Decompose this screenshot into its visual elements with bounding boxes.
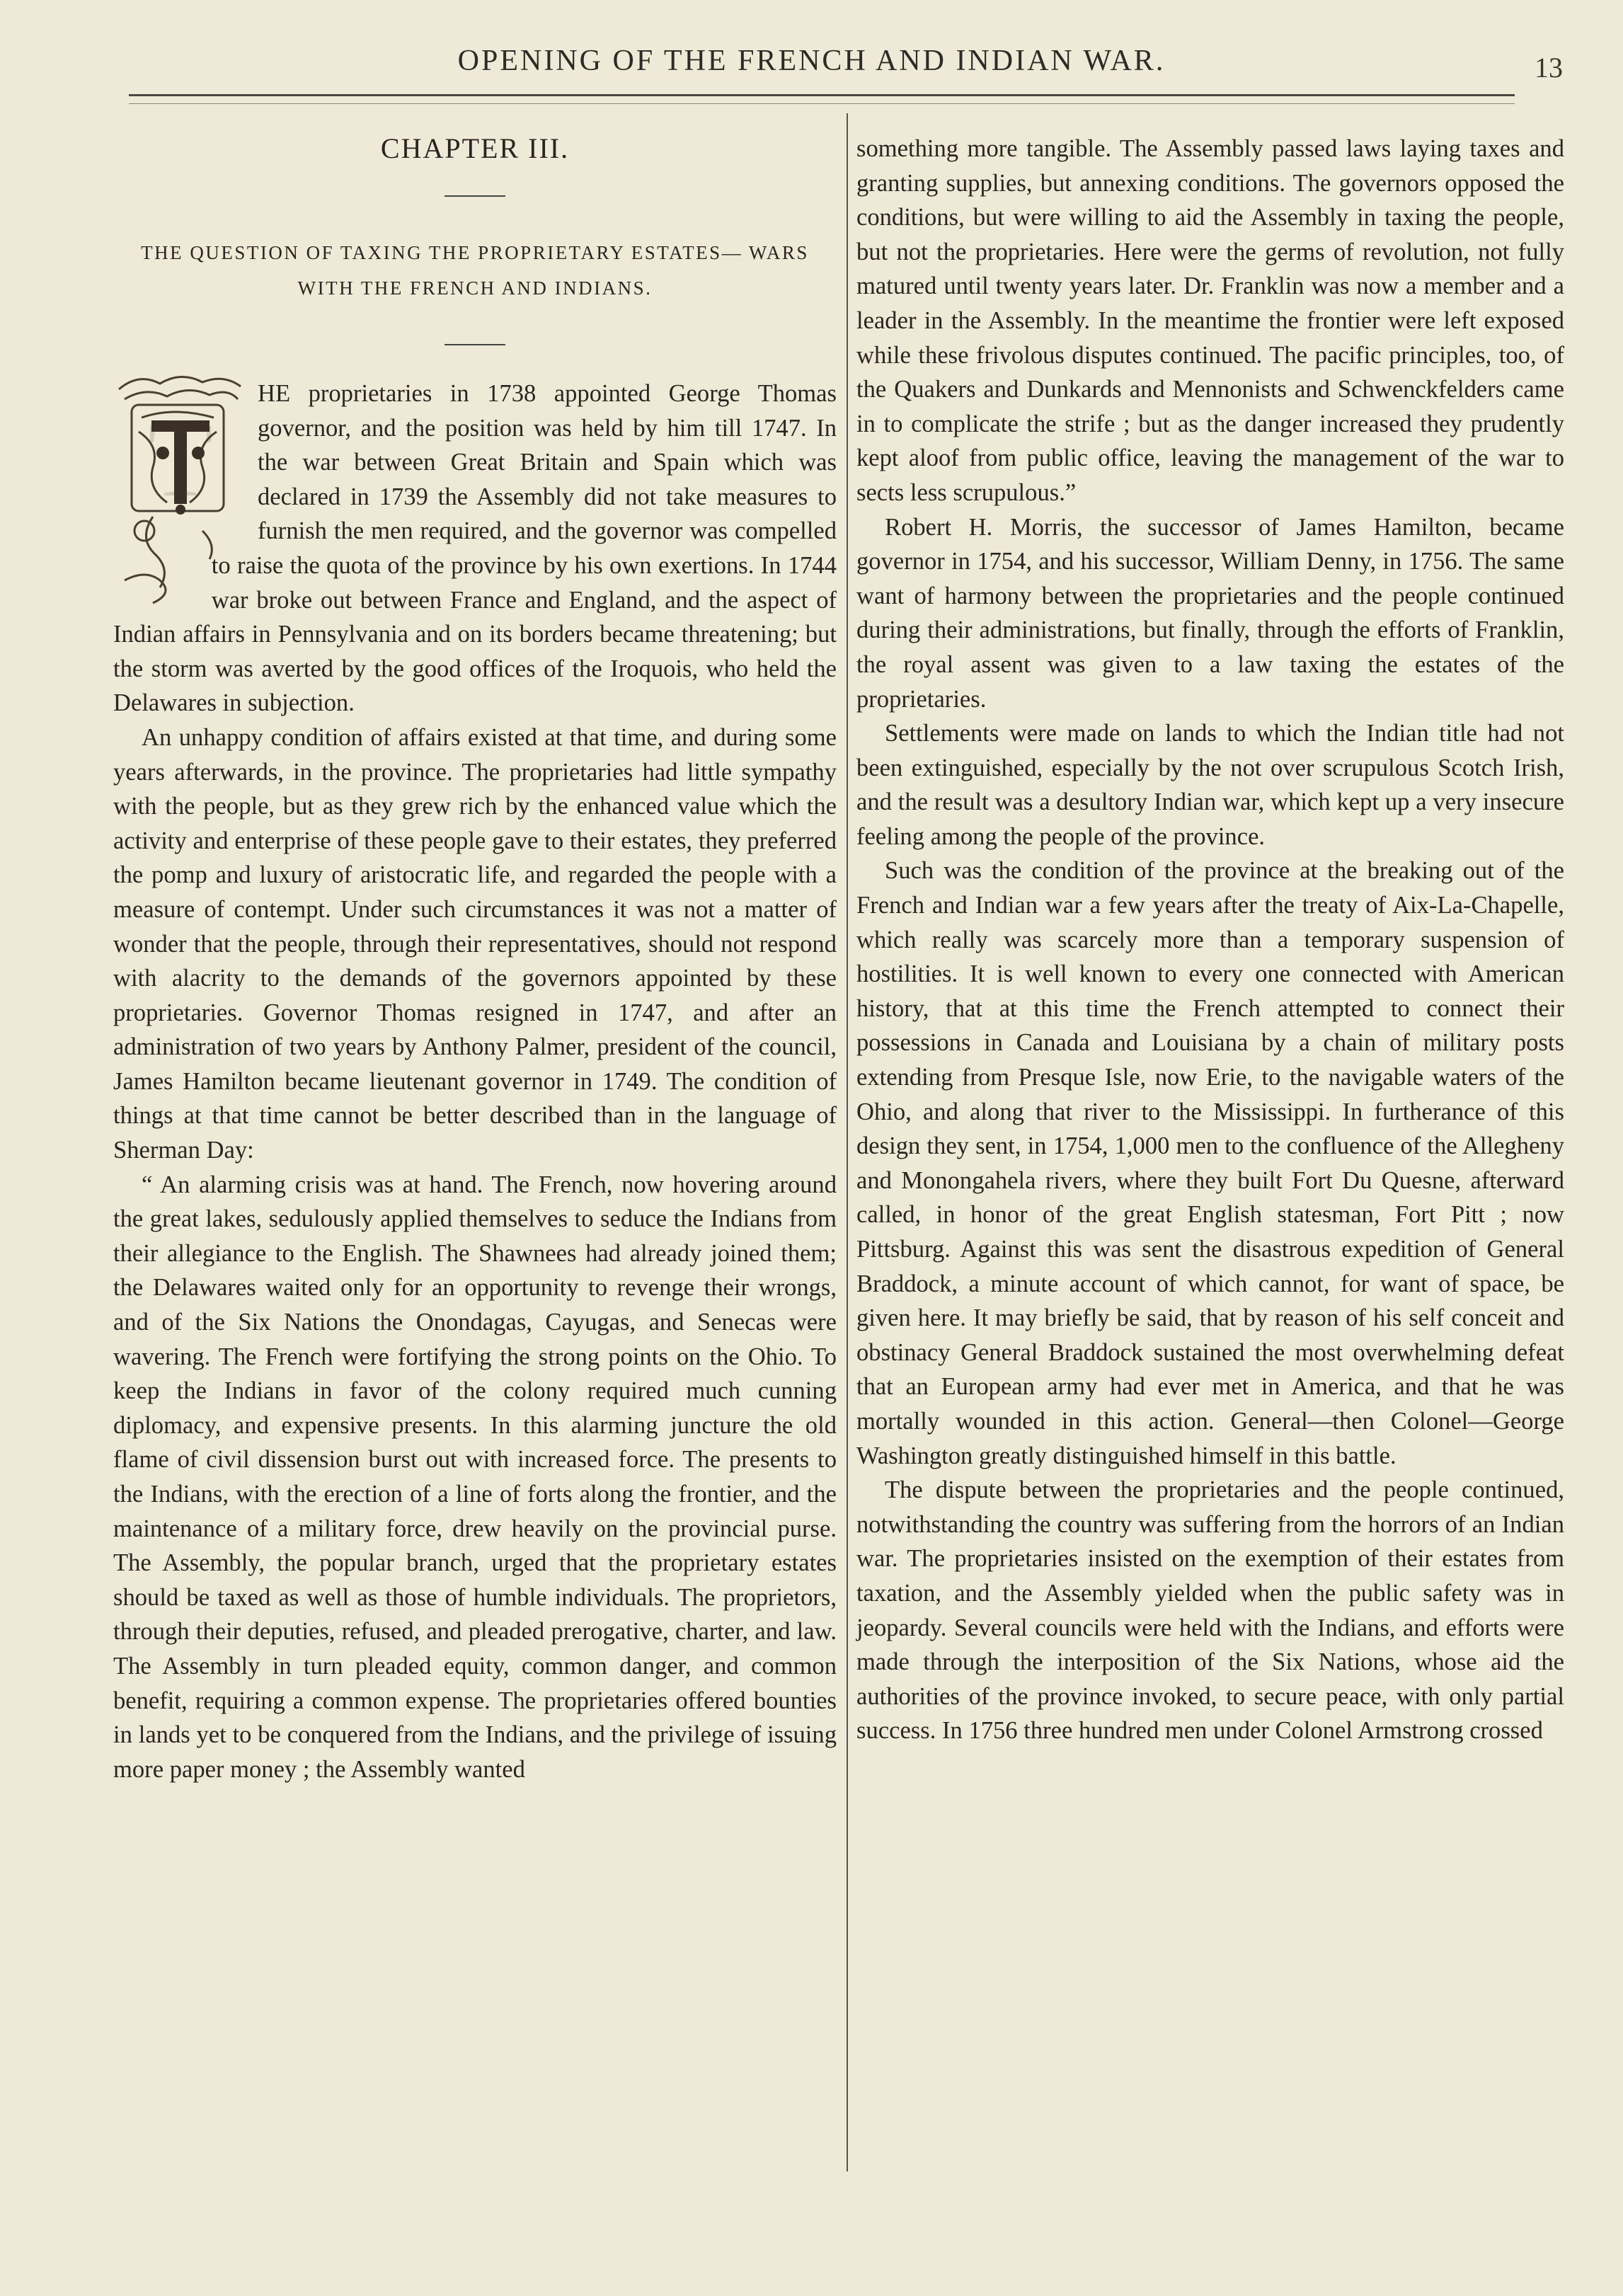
subtitle-rule xyxy=(445,344,505,345)
paragraph: The dispute between the proprietaries and the people continued, notwithstanding the country was suffering from the horrors of an Indian war. The proprietaries insisted on the exemption of their estates from taxation, and the Assembly yielded when the public safety was in jeopardy. Several councils were held with the Indians, and efforts were made through the interposition of the Six Nations, whose aid the authorities of the province invoked, to secure peace, with only partial success. In 1756 three hundred men under Colonel Armstrong crossed xyxy=(856,1476,1564,1745)
paragraph: Settlements were made on lands to which the Indian title had not been extinguished, especially by the not over scrupulous Scotch Irish, and the result was a desultory Indian war, which kept up a very insecure feeling among the people of the province. xyxy=(856,720,1564,850)
chapter-rule xyxy=(445,195,505,197)
paragraph: An unhappy condition of affairs existed at that time, and during some years afterwards, in the province. The proprietaries had little sympathy with the people, but as they grew rich by the enhanced value which the activity and enterprise of these people gave to their estates, they preferred the pomp and luxury of aristocratic life, and regarded the people with a measure of contempt. Under such circumstances it was not a matter of wonder that the people, through their representatives, should not respond with alacrity to the demands of the governors appointed by these proprietaries. Governor Thomas resigned in 1747, and after an administration of two years by Anthony Palmer, president of the council, James Hamilton became lieutenant governor in 1749. The condition of things at that time cannot be better described than in the language of Sherman Day: xyxy=(113,723,837,1164)
running-head: OPENING OF THE FRENCH AND INDIAN WAR. xyxy=(457,45,1166,77)
column-divider xyxy=(847,113,848,2171)
page-number: 13 xyxy=(1535,52,1563,84)
paragraph: “ An alarming crisis was at hand. The French, now hovering around the great lakes, sedulously applied themselves to seduce the Indians from their allegiance to the English. The Shawnees had already joined them; the Delawares waited only for an opportunity to revenge their wrongs, and of the Six Nations the Onondagas, Cayugas, and Senecas were wavering. The French were fortifying the strong points on the Ohio. To keep the Indians in favor of the colony required much cunning diplomacy, and expensive presents. In this alarming juncture the old flame of civil dissension burst out with increased force. The presents to the Indians, with the erection of a line of forts along the frontier, and the maintenance of a military force, drew heavily on the provincial purse. The Assembly, the popular branch, urged that the proprietary estates should be taxed as well as those of humble individuals. The proprietors, through their deputies, refused, and pleaded prerogative, charter, and law. The Assembly in turn pleaded equity, common danger, and common benefit, requiring a common expense. The proprietaries offered bounties in lands yet to be conquered from the Indians, and the privilege of issuing more paper money ; the Assembly wanted xyxy=(113,1171,837,1783)
header-rule xyxy=(129,94,1515,96)
paragraph: Such was the condition of the province at the breaking out of the French and Indian war a few years after the treaty of Aix-La-Chapelle, which really was scarcely more than a temporary suspension of hostilities. It is well known to every one connected with American history, that at this time the French attempted to connect their possessions in Canada and Louisiana by a chain of military posts extending from Presque Isle, now Erie, to the navigable waters of the Ohio, and along that river to the Mississippi. In furtherance of this design they sent, in 1754, 1,000 men to the confluence of the Allegheny and Monongahela rivers, where they built Fort Du Quesne, afterward called, in honor of the great English statesman, Fort Pitt ; now Pittsburg. Against this was sent the disastrous expedition of General Braddock, a minute account of which cannot, for want of space, be given here. It may briefly be said, that by reason of his self conceit and obstinacy General Braddock sustained the most overwhelming defeat that an European army had ever met in America, and that he was mortally wounded in this action. General—then Colonel—George Washington greatly distinguished himself in this battle. xyxy=(856,857,1564,1469)
paragraph: Robert H. Morris, the successor of James Hamilton, became governor in 1754, and his successor, William Denny, in 1756. The same want of harmony between the proprietaries and the people continued during their administrations, but finally, through the efforts of Franklin, the royal assent was given to a law taxing the estates of the proprietaries. xyxy=(856,513,1564,713)
header-rule-thin xyxy=(129,103,1515,104)
paragraph: HE proprietaries in 1738 appointed George Thomas governor, and the position was held by him till 1747. In the war between Great Britain and Spain which was declared in 1739 the Assembly did not take measures to furnish the men required, and the governor was compelled to raise the quota of the province by his own exertions. In 1744 war broke out between France and England, and the aspect of Indian affairs in Pennsylvania and on its borders became threatening; but the storm was averted by the good offices of the Iroquois, who held the Delawares in subjection. xyxy=(113,380,837,717)
chapter-subtitle: THE QUESTION OF TAXING THE PROPRIETARY ESTATES— WARS WITH THE FRENCH AND INDIANS. xyxy=(141,242,809,299)
drop-cap-letter: T xyxy=(148,401,213,519)
paragraph: something more tangible. The Assembly passed laws laying taxes and granting supplies, but annexing conditions. The governors opposed the conditions, but were willing to aid the Assembly in taxing the people, but not the proprietaries. Here were the germs of revolution, not fully matured until twenty years later. Dr. Franklin was now a member and a leader in the Assembly. In the meantime the frontier were left exposed while these frivolous disputes continued. The pacific principles, too, of the Quakers and Dunkards and Mennonists and Schwenckfelders came in to complicate the strife ; but as the danger increased they prudently kept aloof from public office, leaving the management of the war to sects less scrupulous.” xyxy=(856,135,1564,506)
chapter-title: CHAPTER III. xyxy=(380,132,570,164)
right-column xyxy=(856,132,1564,1748)
left-column xyxy=(113,132,837,1786)
